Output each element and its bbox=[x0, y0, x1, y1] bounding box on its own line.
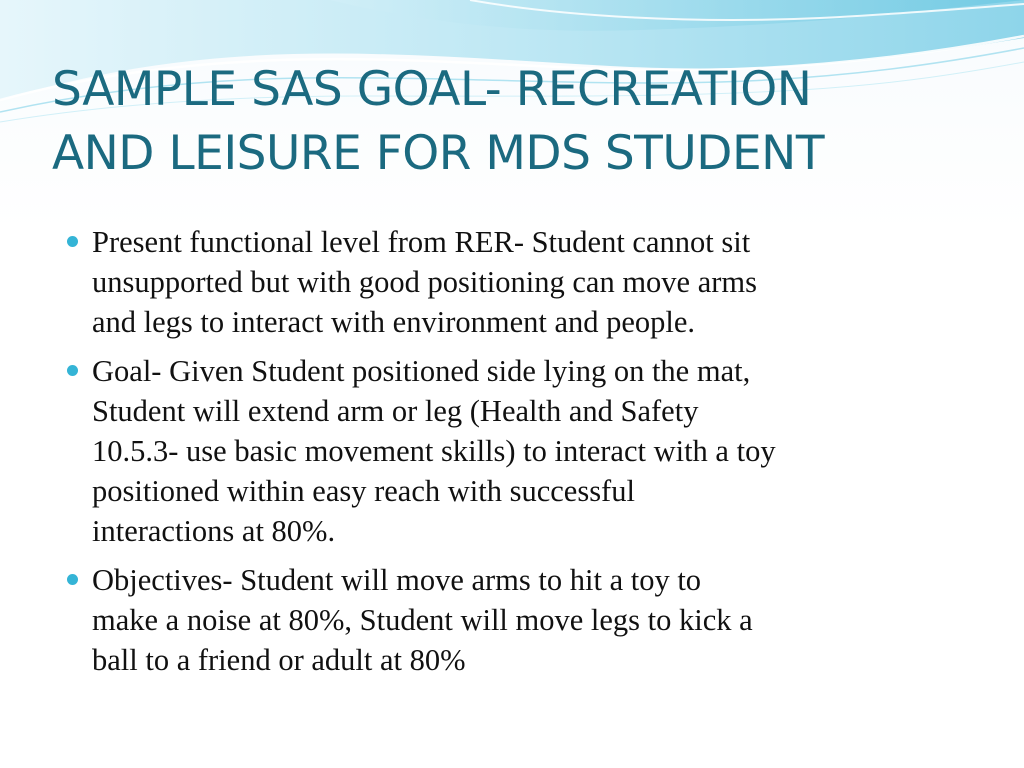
bullet-text-line: Objectives- Student will move arms to hit a toy to bbox=[92, 563, 702, 597]
bullet-text-line: Present functional level from RER- Student cannot sit bbox=[92, 225, 751, 259]
bullet-text-line: ball to a friend or adult at 80% bbox=[92, 643, 466, 677]
bullet-list bbox=[92, 222, 982, 689]
slide-title-line: AND LEISURE FOR MDS STUDENT bbox=[52, 126, 825, 181]
slide-title-line: SAMPLE SAS GOAL- RECREATION bbox=[52, 62, 812, 117]
slide-title bbox=[52, 58, 982, 186]
bullet-dot-icon bbox=[67, 574, 78, 585]
bullet-present-level bbox=[92, 222, 982, 342]
bullet-text-line: positioned within easy reach with successful bbox=[92, 474, 635, 508]
bullet-text-line: and legs to interact with environment and people. bbox=[92, 305, 696, 339]
bullet-text-line: make a noise at 80%, Student will move legs to kick a bbox=[92, 603, 753, 637]
bullet-text-line: Student will extend arm or leg (Health and Safety bbox=[92, 394, 699, 428]
bullet-text-line: Goal- Given Student positioned side lying on the mat, bbox=[92, 354, 751, 388]
bullet-goal bbox=[92, 351, 982, 551]
bullet-text-line: 10.5.3- use basic movement skills) to interact with a toy bbox=[92, 434, 776, 468]
bullet-text-line: interactions at 80%. bbox=[92, 514, 336, 548]
bullet-dot-icon bbox=[67, 365, 78, 376]
bullet-dot-icon bbox=[67, 236, 78, 247]
bullet-text-line: unsupported but with good positioning can move arms bbox=[92, 265, 757, 299]
bullet-objectives bbox=[92, 560, 982, 680]
